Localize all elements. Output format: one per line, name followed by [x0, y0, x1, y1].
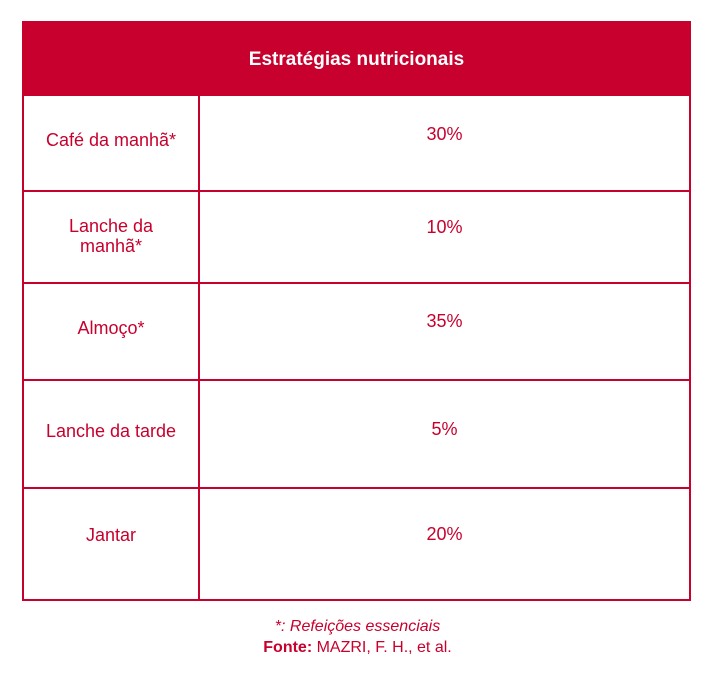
value-cell — [200, 96, 689, 190]
table-body — [24, 96, 689, 601]
source-label: Fonte: — [263, 639, 313, 656]
value-cell — [200, 192, 689, 282]
table-row — [24, 379, 689, 487]
meal-cell: Café da manhã* — [24, 96, 200, 190]
table-row — [24, 190, 689, 282]
value-cell — [200, 489, 689, 601]
footnote: *: Refeições essenciais — [274, 618, 441, 635]
table-row — [24, 282, 689, 379]
value-text: 5% — [431, 419, 458, 439]
meal-cell: Lanche da manhã* — [24, 192, 200, 282]
value-cell — [200, 381, 689, 487]
value-cell — [200, 284, 689, 379]
value-text: 10% — [426, 217, 463, 237]
value-text: 30% — [426, 124, 463, 144]
meal-cell: Jantar — [24, 489, 200, 601]
value-text: 20% — [426, 524, 463, 544]
source-text: MAZRI, F. H., et al. — [312, 639, 452, 656]
meal-cell: Lanche da tarde — [24, 381, 200, 487]
source-line — [0, 638, 715, 658]
meal-cell: Almoço* — [24, 284, 200, 379]
table-title: Estratégias nutricionais — [24, 23, 689, 96]
table-row — [24, 487, 689, 601]
value-text: 35% — [426, 311, 463, 331]
table-row — [24, 96, 689, 190]
nutrition-table — [22, 21, 691, 601]
